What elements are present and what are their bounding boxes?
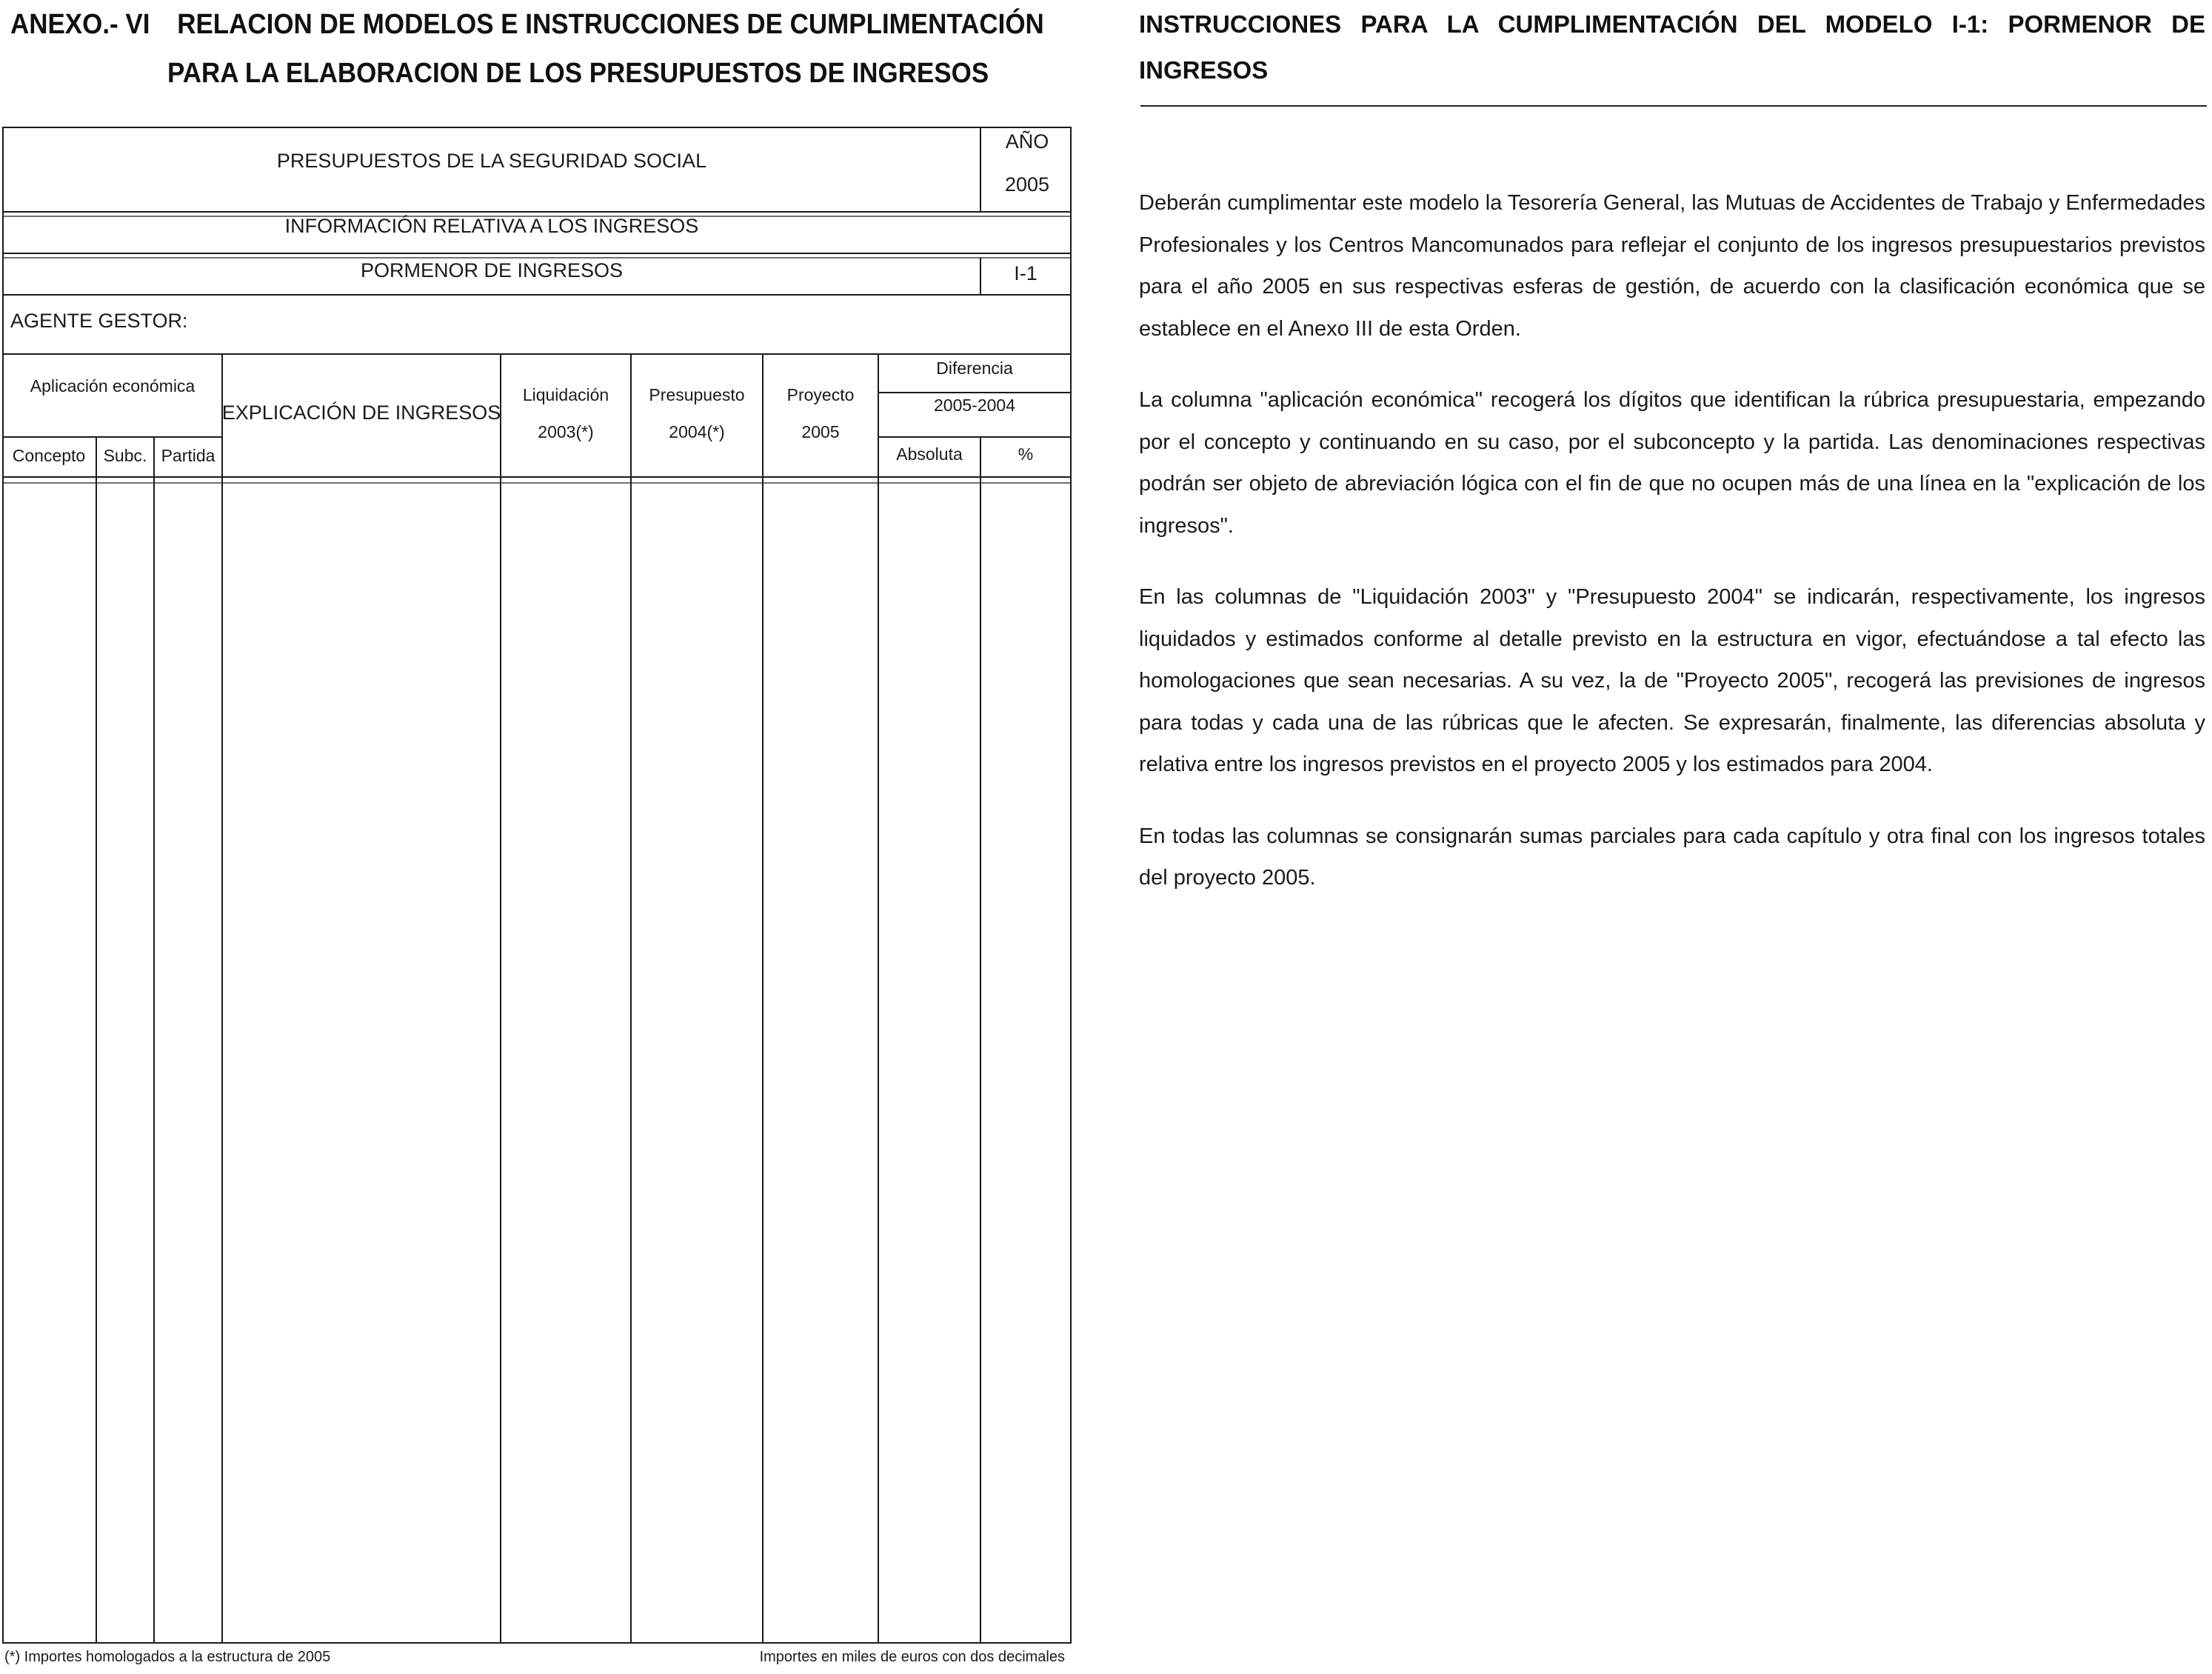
col-liquidacion-year: 2003(*): [538, 422, 594, 441]
model-code: I-1: [1014, 262, 1037, 284]
instructions-paragraph-4: En todas las columnas se consignarán sumas parciales para cada capítulo y otra final con los ingresos totales del proyecto 2005.: [1139, 824, 2205, 890]
instructions-paragraph-1: Deberán cumplimentar este modelo la Tesorería General, las Mutuas de Accidentes de Trabajo y Enfermedades Profesionales y los Centros Mancomunados para reflejar el conjunto de los ingresos presupuestarios previstos para el año 2005 en sus respectivas esferas de gestión, de acuerdo con la clasificación económica que se establece en el Anexo III de esta Orden.: [1139, 191, 2205, 341]
form-grid-lines: [0, 0, 1081, 1674]
instructions-paragraph-2: La columna "aplicación económica" recogerá los dígitos que identifican la rúbrica presupuestaria, empezando por el concepto y continuando en su caso, por el subconcepto y la partida. Las denominaciones respectivas podrán ser objeto de abreviación lógica con el fin de que no ocupen más de una línea en la "explicación de los ingresos".: [1139, 388, 2205, 538]
instructions-body: [1139, 182, 2205, 929]
instructions-title: INSTRUCCIONES PARA LA CUMPLIMENTACIÓN DEL MODELO I-1: PORMENOR DE INGRESOS: [1139, 10, 2205, 84]
budget-form: [0, 0, 1081, 1674]
col-concepto: Concepto: [12, 446, 86, 465]
annex-number: ANEXO.- VI: [10, 9, 150, 40]
year-value: 2005: [1004, 173, 1050, 196]
annex-title-text: RELACION DE MODELOS E INSTRUCCIONES DE CUMPLIMENTACIÓN: [177, 9, 1044, 40]
col-subc: Subc.: [103, 446, 147, 465]
col-liquidacion-label: Liquidación: [522, 385, 609, 404]
col-partida: Partida: [161, 446, 215, 465]
footnote-homologados: (*) Importes homologados a la estructura de 2005: [4, 1649, 331, 1665]
agente-gestor-label: AGENTE GESTOR:: [10, 310, 188, 332]
col-presupuesto-label: Presupuesto: [649, 385, 745, 404]
section-title: PORMENOR DE INGRESOS: [360, 259, 624, 281]
col-presupuesto-year: 2004(*): [669, 422, 725, 441]
col-proyecto-year: 2005: [801, 422, 840, 441]
col-aplicacion-economica: Aplicación económica: [30, 376, 196, 396]
col-proyecto-label: Proyecto: [786, 385, 855, 404]
annex-title-line-2: PARA LA ELABORACION DE LOS PRESUPUESTOS DE INGRESOS: [167, 58, 989, 89]
form-header-title: PRESUPUESTOS DE LA SEGURIDAD SOCIAL: [276, 150, 707, 172]
year-label: AÑO: [1005, 130, 1049, 153]
col-diferencia-label: Diferencia: [936, 359, 1013, 378]
col-percent: %: [1018, 444, 1034, 464]
col-diferencia-years: 2005-2004: [934, 396, 1015, 415]
info-label: INFORMACIÓN RELATIVA A LOS INGRESOS: [284, 215, 699, 237]
footnote-importes: Importes en miles de euros con dos decimales: [759, 1649, 1065, 1665]
col-explicacion-ingresos: EXPLICACIÓN DE INGRESOS: [221, 401, 501, 424]
col-absoluta: Absoluta: [896, 444, 963, 464]
instructions-paragraph-3: En las columnas de "Liquidación 2003" y "Presupuesto 2004" se indicarán, respectivamente, los ingresos liquidados y estimados conforme al detalle previsto en la estructura en vigor, efectuándose a tal efecto las homologaciones que sean necesarias. A su vez, la de "Proyecto 2005", recogerá las previsiones de ingresos para todas y cada una de las rúbricas que le afecten. Se expresarán, finalmente, las diferencias absoluta y relativa entre los ingresos previstos en el proyecto 2005 y los estimados para 2004.: [1139, 585, 2205, 776]
instructions-divider: [1140, 105, 2207, 107]
